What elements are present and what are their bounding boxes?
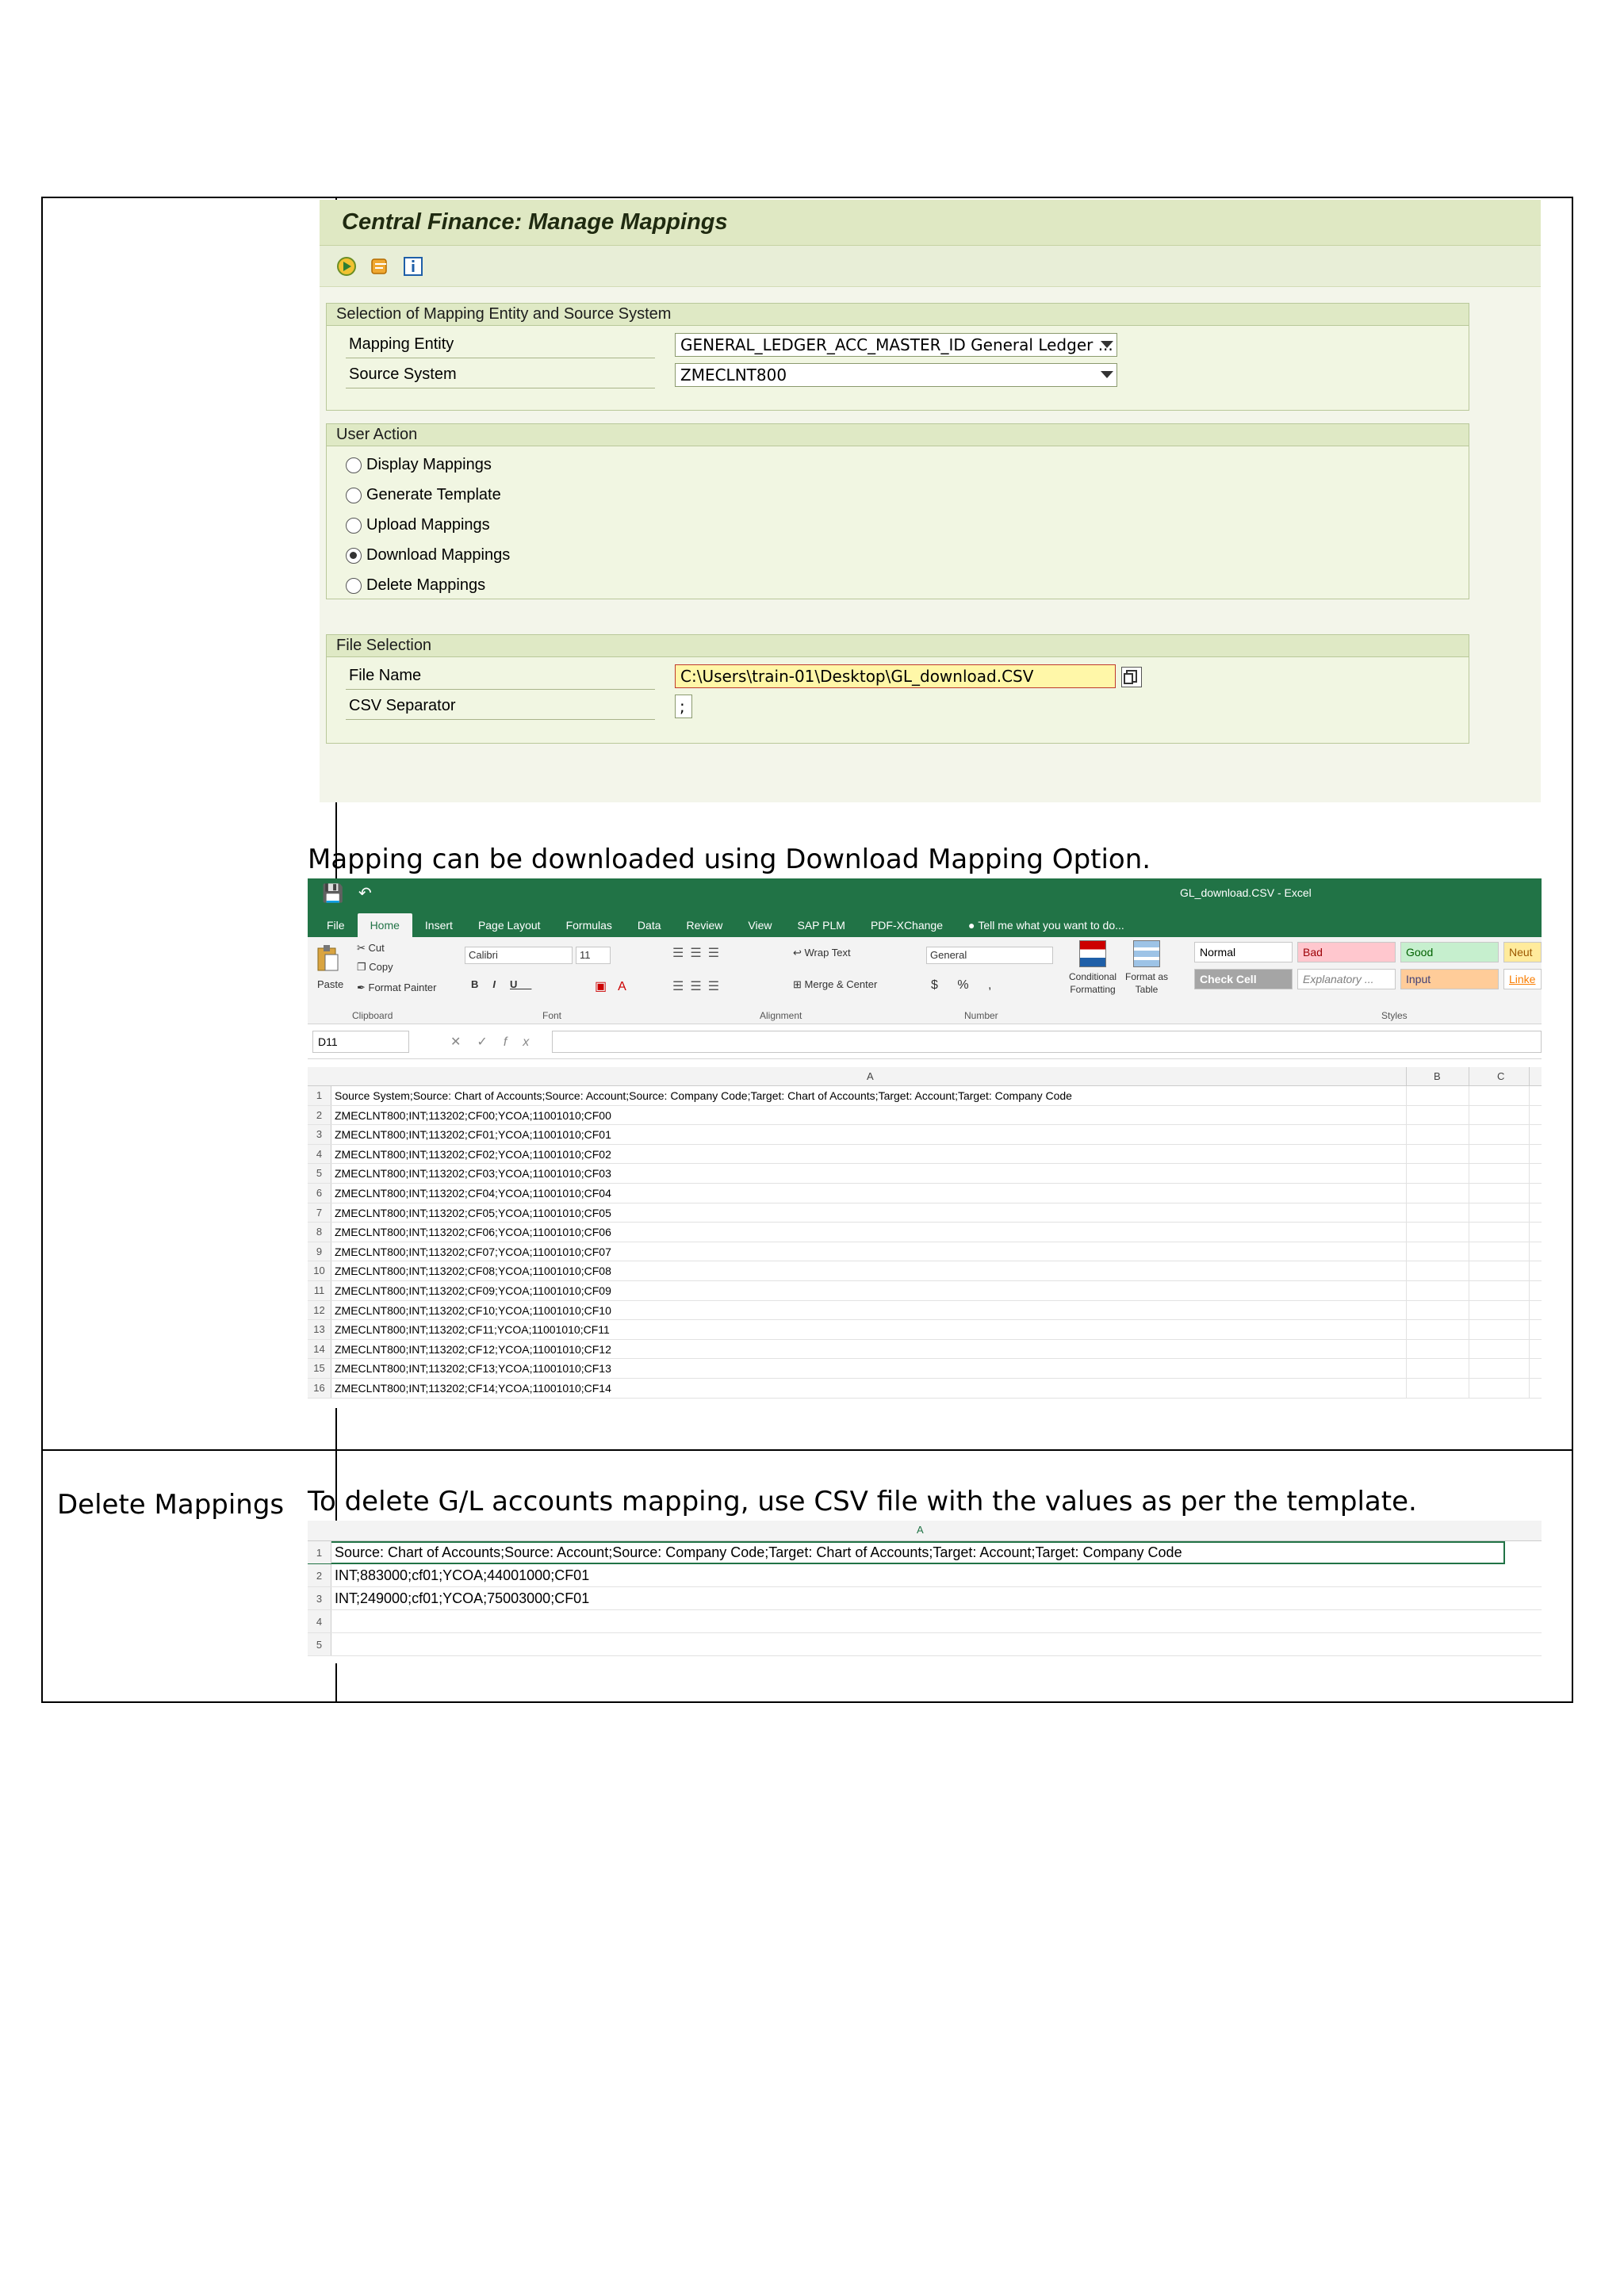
browse-icon[interactable] bbox=[1121, 667, 1142, 687]
row-number[interactable]: 15 bbox=[308, 1359, 331, 1378]
column-divider bbox=[1406, 1067, 1407, 1086]
row-number[interactable]: 1 bbox=[308, 1086, 331, 1105]
cell-border bbox=[1406, 1106, 1407, 1125]
tab-review[interactable]: Review bbox=[686, 919, 723, 932]
radio-button[interactable] bbox=[346, 518, 362, 534]
row-number[interactable]: 8 bbox=[308, 1223, 331, 1242]
row-number[interactable]: 7 bbox=[308, 1203, 331, 1223]
mapping-entity-row bbox=[346, 331, 1113, 359]
chevron-down-icon[interactable] bbox=[1101, 371, 1113, 378]
table-row[interactable] bbox=[308, 1184, 1542, 1203]
style-normal[interactable]: Normal bbox=[1194, 942, 1293, 962]
cell-border bbox=[1406, 1125, 1407, 1144]
column-header-b[interactable]: B bbox=[1434, 1070, 1441, 1082]
template-rows bbox=[308, 1541, 1542, 1656]
radio-button[interactable] bbox=[346, 578, 362, 594]
group-alignment: Alignment bbox=[760, 1010, 802, 1021]
style-linked[interactable]: Linke bbox=[1503, 969, 1542, 989]
save-icon[interactable]: 💾 bbox=[322, 883, 350, 903]
source-system-label: Source System bbox=[346, 362, 655, 388]
group-header: File Selection bbox=[327, 635, 1469, 657]
font-size-value: 11 bbox=[580, 949, 591, 961]
excel-title-bar bbox=[308, 878, 1542, 909]
row-number[interactable]: 9 bbox=[308, 1242, 331, 1261]
spreadsheet-grid[interactable] bbox=[308, 1067, 1542, 1399]
horizontal-align-icons[interactable]: ☰☰☰ bbox=[672, 980, 726, 993]
cell-border bbox=[1406, 1164, 1407, 1183]
undo-icon[interactable]: ↶ bbox=[358, 885, 372, 902]
cell-border bbox=[1406, 1223, 1407, 1242]
csv-separator-label: CSV Separator bbox=[346, 693, 655, 720]
cell-border bbox=[1529, 1301, 1530, 1320]
format-as-table-icon bbox=[1133, 940, 1160, 967]
cell-border bbox=[1406, 1301, 1407, 1320]
row-number[interactable]: 5 bbox=[308, 1633, 331, 1655]
row-number[interactable]: 11 bbox=[308, 1281, 331, 1300]
cell-value[interactable]: ZMECLNT800;INT;113202;CF14;YCOA;11001010;CF14 bbox=[335, 1381, 611, 1395]
cell-border bbox=[1529, 1106, 1530, 1125]
column-headers bbox=[308, 1067, 1542, 1086]
format-as-table-label: Format as Table bbox=[1124, 971, 1168, 995]
column-divider bbox=[1529, 1067, 1530, 1086]
cell-value[interactable]: ZMECLNT800;INT;113202;CF13;YCOA;11001010;CF13 bbox=[335, 1362, 611, 1376]
user-action-group bbox=[326, 423, 1469, 599]
cell-border bbox=[1529, 1164, 1530, 1183]
cell-border bbox=[1406, 1340, 1407, 1359]
row-number[interactable]: 3 bbox=[308, 1125, 331, 1144]
file-name-label: File Name bbox=[346, 663, 655, 690]
info-icon[interactable] bbox=[402, 255, 424, 277]
cell-value[interactable]: ZMECLNT800;INT;113202;CF07;YCOA;11001010;CF07 bbox=[335, 1245, 611, 1258]
style-neutral[interactable]: Neut bbox=[1503, 942, 1542, 962]
cell-border bbox=[1529, 1184, 1530, 1203]
cell-value[interactable]: ZMECLNT800;INT;113202;CF09;YCOA;11001010;CF09 bbox=[335, 1284, 611, 1297]
radio-label: Display Mappings bbox=[366, 456, 492, 473]
table-row[interactable] bbox=[308, 1203, 1542, 1223]
cell-border bbox=[1406, 1086, 1407, 1105]
tab-formulas[interactable]: Formulas bbox=[565, 919, 612, 932]
table-row[interactable] bbox=[308, 1261, 1542, 1281]
radio-download-mappings[interactable] bbox=[346, 546, 510, 564]
row-number[interactable]: 12 bbox=[308, 1301, 331, 1320]
copy-label: Copy bbox=[369, 961, 393, 973]
tell-me-text: Tell me what you want to do... bbox=[978, 919, 1124, 932]
style-check-cell[interactable]: Check Cell bbox=[1194, 969, 1293, 989]
table-row[interactable] bbox=[308, 1541, 1505, 1564]
cell-value[interactable]: Source System;Source: Chart of Accounts;Source: Account;Source: Company Code;Target: Chart of Accounts;Target: Account;Target: Company Code bbox=[335, 1089, 1072, 1102]
file-name-row bbox=[346, 662, 1034, 691]
cut-label: Cut bbox=[368, 942, 385, 954]
number-format-value: General bbox=[930, 949, 967, 961]
chevron-down-icon[interactable] bbox=[1101, 341, 1113, 348]
style-bad[interactable]: Bad bbox=[1297, 942, 1396, 962]
tell-me-search[interactable] bbox=[956, 913, 1137, 937]
format-painter-button[interactable]: ✒ Format Painter bbox=[357, 982, 437, 993]
source-system-select[interactable] bbox=[675, 363, 1117, 387]
radio-delete-mappings[interactable] bbox=[346, 576, 485, 595]
caption-download: Mapping can be downloaded using Download Mapping Option. bbox=[308, 844, 1151, 875]
column-header-a[interactable]: A bbox=[917, 1524, 924, 1536]
row-number[interactable]: 14 bbox=[308, 1340, 331, 1359]
conditional-formatting-button[interactable] bbox=[1069, 940, 1116, 996]
mapping-entity-value: GENERAL_LEDGER_ACC_MASTER_ID General Ledger ... bbox=[680, 335, 1113, 354]
cell-value[interactable]: ZMECLNT800;INT;113202;CF04;YCOA;11001010;CF04 bbox=[335, 1186, 611, 1200]
currency-percent-icons[interactable]: $ % , bbox=[931, 978, 1000, 992]
row-number[interactable]: 16 bbox=[308, 1379, 331, 1398]
radio-display-mappings[interactable] bbox=[346, 456, 492, 474]
cell-border bbox=[1529, 1359, 1530, 1378]
csv-separator-value: ; bbox=[680, 697, 685, 716]
font-name-value: Calibri bbox=[469, 949, 498, 961]
table-row[interactable] bbox=[308, 1223, 1542, 1242]
alignment-icons[interactable]: ☰☰☰ bbox=[672, 947, 726, 960]
group-header: User Action bbox=[327, 424, 1469, 446]
cell-border bbox=[1529, 1379, 1530, 1398]
caption-delete: To delete G/L accounts mapping, use CSV file with the values as per the template. bbox=[308, 1486, 1417, 1517]
conditional-formatting-label: Conditional Formatting bbox=[1069, 971, 1117, 995]
sap-title-bar bbox=[320, 200, 1541, 246]
row-number[interactable]: 5 bbox=[308, 1164, 331, 1183]
row-number[interactable]: 10 bbox=[308, 1261, 331, 1280]
column-header-a[interactable]: A bbox=[867, 1070, 874, 1082]
table-row[interactable] bbox=[308, 1145, 1542, 1165]
radio-label: Generate Template bbox=[366, 486, 501, 503]
scroll-icon[interactable] bbox=[369, 255, 391, 277]
fill-font-color-icon[interactable]: ▣A bbox=[595, 980, 638, 993]
excel-template-snippet bbox=[308, 1521, 1542, 1663]
csv-separator-input[interactable] bbox=[675, 695, 692, 718]
radio-button[interactable] bbox=[346, 488, 362, 503]
spreadsheet-rows bbox=[308, 1086, 1542, 1399]
font-size-select[interactable] bbox=[576, 947, 611, 964]
cell-value[interactable]: ZMECLNT800;INT;113202;CF03;YCOA;11001010;CF03 bbox=[335, 1167, 611, 1181]
row-number[interactable]: 6 bbox=[308, 1184, 331, 1203]
cell-value[interactable]: ZMECLNT800;INT;113202;CF02;YCOA;11001010;CF02 bbox=[335, 1147, 611, 1161]
cell-border bbox=[1406, 1203, 1407, 1223]
wrap-text-label: Wrap Text bbox=[804, 947, 851, 959]
group-font: Font bbox=[542, 1010, 562, 1021]
cell-border bbox=[1529, 1125, 1530, 1144]
cell-value[interactable]: ZMECLNT800;INT;113202;CF00;YCOA;11001010;CF00 bbox=[335, 1108, 611, 1122]
conditional-formatting-icon bbox=[1079, 940, 1106, 967]
source-system-row bbox=[346, 361, 787, 389]
window-title: GL_download.CSV - Excel bbox=[1180, 886, 1312, 899]
row-number[interactable]: 2 bbox=[308, 1564, 331, 1586]
table-row[interactable] bbox=[308, 1281, 1542, 1301]
merge-center-label: Merge & Center bbox=[804, 978, 878, 990]
cell-value[interactable]: ZMECLNT800;INT;113202;CF08;YCOA;11001010;CF08 bbox=[335, 1265, 611, 1278]
table-row[interactable] bbox=[308, 1359, 1542, 1379]
table-row[interactable] bbox=[308, 1242, 1542, 1262]
sap-title: Central Finance: Manage Mappings bbox=[342, 209, 728, 235]
group-header: Selection of Mapping Entity and Source System bbox=[327, 304, 1469, 326]
copy-button[interactable]: ❐ Copy bbox=[357, 961, 393, 973]
radio-generate-template[interactable] bbox=[346, 486, 501, 504]
file-name-input[interactable] bbox=[675, 664, 1116, 688]
tab-pdf-xchange[interactable]: PDF-XChange bbox=[870, 919, 943, 932]
tab-insert[interactable]: Insert bbox=[424, 919, 453, 932]
radio-button[interactable] bbox=[346, 457, 362, 473]
table-row[interactable] bbox=[308, 1340, 1542, 1360]
mapping-entity-group bbox=[326, 303, 1469, 411]
cell-value[interactable]: ZMECLNT800;INT;113202;CF12;YCOA;11001010;CF12 bbox=[335, 1342, 611, 1356]
ribbon-tabs bbox=[308, 909, 1542, 937]
row-number[interactable]: 4 bbox=[308, 1145, 331, 1164]
format-painter-label: Format Painter bbox=[368, 982, 437, 993]
row-number[interactable]: 1 bbox=[308, 1541, 331, 1563]
table-row[interactable] bbox=[308, 1610, 1542, 1633]
lightbulb-icon: ● bbox=[967, 919, 979, 932]
file-selection-group bbox=[326, 634, 1469, 744]
cell-value[interactable]: ZMECLNT800;INT;113202;CF06;YCOA;11001010;CF06 bbox=[335, 1226, 611, 1239]
sap-toolbar bbox=[320, 246, 1541, 287]
row-number[interactable]: 2 bbox=[308, 1106, 331, 1125]
cell-border bbox=[1406, 1184, 1407, 1203]
wrap-text-button[interactable]: ↩ Wrap Text bbox=[793, 947, 851, 959]
cell-border bbox=[1529, 1203, 1530, 1223]
cell-value[interactable]: INT;883000;cf01;YCOA;44001000;CF01 bbox=[335, 1567, 590, 1583]
mapping-entity-label: Mapping Entity bbox=[346, 331, 655, 358]
formula-input[interactable] bbox=[552, 1031, 1542, 1053]
cell-border bbox=[1529, 1223, 1530, 1242]
cell-value[interactable]: Source: Chart of Accounts;Source: Account;Source: Company Code;Target: Chart of Accounts;Target: Account;Target: Company Code bbox=[335, 1544, 1182, 1560]
radio-label: Download Mappings bbox=[366, 546, 511, 564]
cell-border bbox=[1529, 1261, 1530, 1280]
radio-upload-mappings[interactable] bbox=[346, 516, 490, 534]
tab-home[interactable]: Home bbox=[358, 913, 412, 937]
cell-border bbox=[1529, 1086, 1530, 1105]
cut-button[interactable]: ✂ Cut bbox=[357, 942, 385, 954]
cell-border bbox=[1406, 1145, 1407, 1164]
number-format-select[interactable] bbox=[926, 947, 1053, 964]
table-row[interactable] bbox=[308, 1125, 1542, 1145]
bold-italic-underline-buttons[interactable]: BIU bbox=[471, 978, 532, 990]
row-number[interactable]: 13 bbox=[308, 1320, 331, 1339]
column-headers bbox=[308, 1521, 1542, 1541]
radio-button-selected[interactable] bbox=[346, 548, 362, 564]
cell-border bbox=[1529, 1320, 1530, 1339]
cell-value[interactable]: ZMECLNT800;INT;113202;CF10;YCOA;11001010;CF10 bbox=[335, 1303, 611, 1317]
merge-center-button[interactable]: ⊞ Merge & Center bbox=[793, 978, 878, 990]
delete-mappings-label: Delete Mappings bbox=[57, 1489, 285, 1521]
table-row[interactable] bbox=[308, 1379, 1542, 1399]
row-number[interactable]: 3 bbox=[308, 1587, 331, 1609]
ribbon-home bbox=[308, 937, 1542, 1024]
format-as-table-button[interactable] bbox=[1124, 940, 1169, 996]
cell-border bbox=[1406, 1359, 1407, 1378]
paste-icon[interactable] bbox=[316, 943, 341, 975]
group-number: Number bbox=[964, 1010, 998, 1021]
style-good[interactable]: Good bbox=[1400, 942, 1499, 962]
table-row[interactable] bbox=[308, 1587, 1542, 1610]
cell-border bbox=[1529, 1340, 1530, 1359]
row-number[interactable]: 4 bbox=[308, 1610, 331, 1632]
style-explanatory[interactable]: Explanatory ... bbox=[1297, 969, 1396, 989]
table-row[interactable] bbox=[308, 1106, 1542, 1126]
cell-value[interactable]: ZMECLNT800;INT;113202;CF05;YCOA;11001010;CF05 bbox=[335, 1206, 611, 1219]
excel-window bbox=[308, 878, 1542, 1408]
cell-border bbox=[1529, 1281, 1530, 1300]
cell-value[interactable]: ZMECLNT800;INT;113202;CF11;YCOA;11001010;CF11 bbox=[335, 1323, 610, 1337]
cell-border bbox=[1529, 1145, 1530, 1164]
table-row[interactable] bbox=[308, 1320, 1542, 1340]
source-system-value: ZMECLNT800 bbox=[680, 365, 787, 385]
cell-value[interactable]: ZMECLNT800;INT;113202;CF01;YCOA;11001010;CF01 bbox=[335, 1128, 611, 1142]
mapping-entity-select[interactable] bbox=[675, 333, 1117, 357]
group-styles: Styles bbox=[1381, 1010, 1408, 1021]
cell-border bbox=[1529, 1242, 1530, 1261]
cell-value[interactable]: INT;249000;cf01;YCOA;75003000;CF01 bbox=[335, 1590, 590, 1606]
table-row[interactable] bbox=[308, 1164, 1542, 1184]
csv-separator-row bbox=[346, 692, 685, 721]
radio-label: Delete Mappings bbox=[366, 576, 486, 594]
cell-border bbox=[1406, 1242, 1407, 1261]
column-header-c[interactable]: C bbox=[1497, 1070, 1505, 1082]
table-row[interactable] bbox=[308, 1301, 1542, 1321]
cell-border bbox=[1406, 1281, 1407, 1300]
formula-icons: ✕✓fx bbox=[450, 1035, 546, 1049]
tab-page-layout[interactable]: Page Layout bbox=[477, 919, 541, 932]
file-name-value: C:\Users\train-01\Desktop\GL_download.CSV bbox=[680, 667, 1034, 686]
cell-border bbox=[1406, 1261, 1407, 1280]
cell-border bbox=[1406, 1379, 1407, 1398]
table-row-divider bbox=[43, 1449, 1572, 1451]
tab-view[interactable]: View bbox=[748, 919, 772, 932]
radio-label: Upload Mappings bbox=[366, 516, 490, 534]
table-row[interactable] bbox=[308, 1086, 1542, 1106]
style-input[interactable]: Input bbox=[1400, 969, 1499, 989]
tab-file[interactable]: File bbox=[327, 919, 345, 932]
font-name-select[interactable] bbox=[465, 947, 573, 964]
cell-border bbox=[1406, 1320, 1407, 1339]
execute-icon[interactable] bbox=[335, 255, 358, 277]
paste-button[interactable]: Paste bbox=[317, 978, 344, 990]
table-row[interactable] bbox=[308, 1564, 1542, 1587]
tab-data[interactable]: Data bbox=[637, 919, 661, 932]
tab-sap-plm[interactable]: SAP PLM bbox=[797, 919, 845, 932]
sap-screen bbox=[320, 200, 1541, 802]
group-clipboard: Clipboard bbox=[352, 1010, 393, 1021]
formula-bar bbox=[308, 1024, 1542, 1059]
name-box[interactable]: D11 bbox=[312, 1031, 409, 1053]
table-row[interactable] bbox=[308, 1633, 1542, 1656]
